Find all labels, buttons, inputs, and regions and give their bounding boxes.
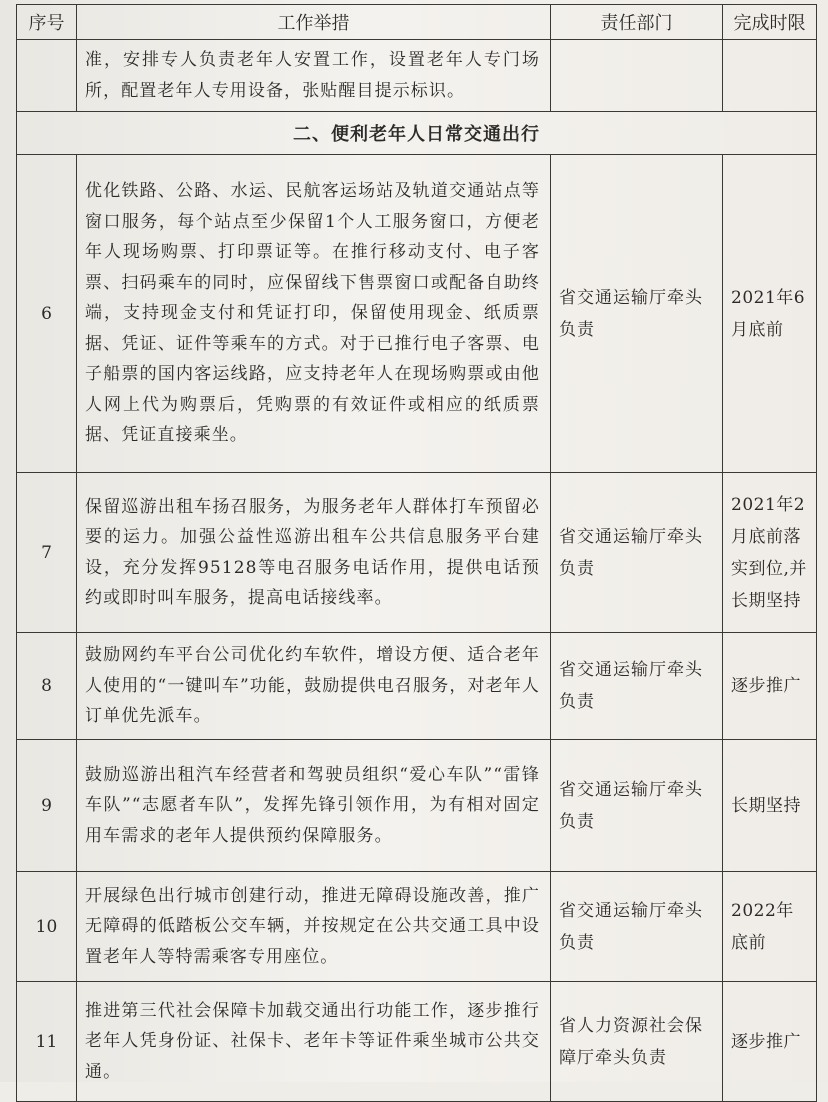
row-number: 9 bbox=[17, 740, 77, 872]
measures-table bbox=[16, 4, 817, 1102]
row-department: 省交通运输厅牵头负责 bbox=[551, 740, 723, 872]
table-row bbox=[17, 155, 817, 473]
header-department: 责任部门 bbox=[551, 5, 723, 40]
row-department: 省交通运输厅牵头负责 bbox=[551, 155, 723, 473]
table-header-row bbox=[17, 5, 817, 40]
row-department: 省交通运输厅牵头负责 bbox=[551, 872, 723, 982]
table-row bbox=[17, 40, 817, 112]
row-number: 8 bbox=[17, 633, 77, 740]
row-measure: 优化铁路、公路、水运、民航客运场站及轨道交通站点等窗口服务，每个站点至少保留1个人工服务窗口，方便老年人现场购票、打印票证等。在推行移动支付、电子客票、扫码乘车的同时，应保留线下售票窗口或配备自助终端，支持现金支付和凭证打印，保留使用现金、纸质票据、凭证、证件等乘车的方式。对于已推行电子客票、电子船票的国内客运线路，应支持老年人在现场购票或由他人网上代为购票后，凭购票的有效证件或相应的纸质票据、凭证直接乘坐。 bbox=[77, 155, 551, 473]
row-department: 省交通运输厅牵头负责 bbox=[551, 633, 723, 740]
row-deadline: 长期坚持 bbox=[723, 740, 817, 872]
table-row bbox=[17, 633, 817, 740]
header-measure: 工作举措 bbox=[77, 5, 551, 40]
row-number bbox=[17, 40, 77, 112]
row-deadline: 逐步推广 bbox=[723, 633, 817, 740]
row-deadline: 2022年底前 bbox=[723, 872, 817, 982]
row-measure: 鼓励网约车平台公司优化约车软件，增设方便、适合老年人使用的“一键叫车”功能，鼓励提供电召服务，对老年人订单优先派车。 bbox=[77, 633, 551, 740]
table-row bbox=[17, 473, 817, 633]
row-deadline: 逐步推广 bbox=[723, 982, 817, 1102]
row-deadline: 2021年6月底前 bbox=[723, 155, 817, 473]
row-department: 省交通运输厅牵头负责 bbox=[551, 473, 723, 633]
row-measure: 保留巡游出租车扬召服务，为服务老年人群体打车预留必要的运力。加强公益性巡游出租车公共信息服务平台建设，充分发挥95128等电召服务电话作用，提供电话预约或即时叫车服务，提高电话接线率。 bbox=[77, 473, 551, 633]
table-row bbox=[17, 740, 817, 872]
row-deadline bbox=[723, 40, 817, 112]
row-number: 10 bbox=[17, 872, 77, 982]
row-deadline: 2021年2月底前落实到位,并长期坚持 bbox=[723, 473, 817, 633]
row-number: 11 bbox=[17, 982, 77, 1102]
section-title: 二、便利老年人日常交通出行 bbox=[17, 112, 817, 155]
row-measure: 开展绿色出行城市创建行动，推进无障碍设施改善，推广无障碍的低踏板公交车辆，并按规定在公共交通工具中设置老年人等特需乘客专用座位。 bbox=[77, 872, 551, 982]
section-row bbox=[17, 112, 817, 155]
row-department: 省人力资源社会保障厅牵头负责 bbox=[551, 982, 723, 1102]
row-measure: 准，安排专人负责老年人安置工作，设置老年人专门场所，配置老年人专用设备，张贴醒目提示标识。 bbox=[77, 40, 551, 112]
header-deadline: 完成时限 bbox=[723, 5, 817, 40]
row-number: 6 bbox=[17, 155, 77, 473]
table-row bbox=[17, 982, 817, 1102]
row-measure: 推进第三代社会保障卡加载交通出行功能工作，逐步推行老年人凭身份证、社保卡、老年卡等证件乘坐城市公共交通。 bbox=[77, 982, 551, 1102]
row-department bbox=[551, 40, 723, 112]
header-number: 序号 bbox=[17, 5, 77, 40]
row-number: 7 bbox=[17, 473, 77, 633]
table-row bbox=[17, 872, 817, 982]
row-measure: 鼓励巡游出租汽车经营者和驾驶员组织“爱心车队”“雷锋车队”“志愿者车队”，发挥先锋引领作用，为有相对固定用车需求的老年人提供预约保障服务。 bbox=[77, 740, 551, 872]
